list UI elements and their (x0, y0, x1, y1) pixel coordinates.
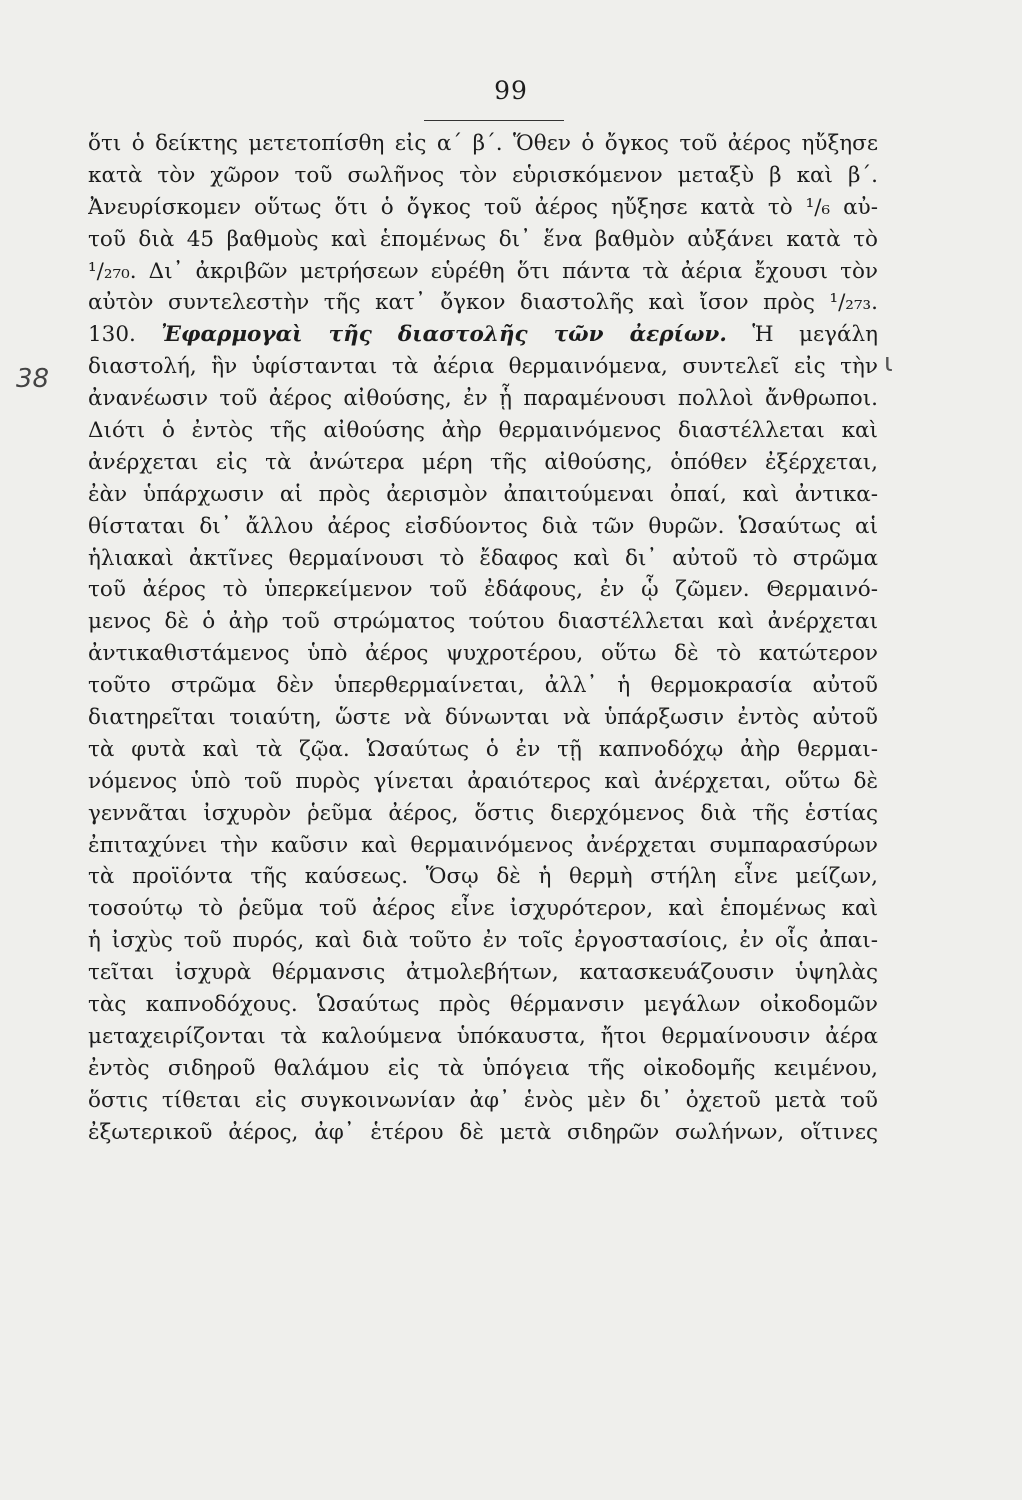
text-line: γεννᾶται ἰσχυρὸν ῥεῦμα ἀέρος, ὅστις διερχόμενος διὰ τῆς ἑστίας (88, 800, 878, 826)
text-line: ἀνανέωσιν τοῦ ἀέρος αἰθούσης, ἐν ᾗ παραμένουσι πολλοὶ ἄνθρωποι. (88, 386, 878, 412)
text-line: τὰς καπνοδόχους. Ὡσαύτως πρὸς θέρμανσιν μεγάλων οἰκοδομῶν (88, 992, 878, 1018)
text-line: μενος δὲ ὁ ἀὴρ τοῦ στρώματος τούτου διαστέλλεται καὶ ἀνέρχεται (88, 609, 878, 635)
margin-handwritten-note: 38 (16, 364, 50, 394)
text-line: ἐντὸς σιδηροῦ θαλάμου εἰς τὰ ὑπόγεια τῆς οἰκοδομῆς κειμένου, (88, 1055, 878, 1081)
text-line: Ἀνευρίσκομεν οὕτως ὅτι ὁ ὄγκος τοῦ ἀέρος ηὔξησε κατὰ τὸ ¹/₆ αὐ- (88, 194, 878, 220)
text-line: κατὰ τὸν χῶρον τοῦ σωλῆνος τὸν εὑρισκόμενον μεταξὺ β καὶ β΄. (88, 162, 878, 188)
text-line: διατηρεῖται τοιαύτη, ὥστε νὰ δύνωνται νὰ ὑπάρξωσιν ἐντὸς αὐτοῦ (88, 705, 878, 731)
section-heading-title: Ἐφαρμογαὶ τῆς διαστολῆς τῶν ἀερίων. (161, 322, 727, 348)
header-rule (424, 120, 564, 121)
text-line: ὅτι ὁ δείκτης μετετοπίσθη εἰς α΄ β΄. Ὅθεν ὁ ὄγκος τοῦ ἀέρος ηὔξησε (88, 131, 878, 156)
text-line: ἐὰν ὑπάρχωσιν αἱ πρὸς ἀερισμὸν ἀπαιτούμεναι ὀπαί, καὶ ἀντικα- (88, 481, 878, 507)
text-line: θίσταται δι᾽ ἄλλου ἀέρος εἰσδύοντος διὰ τῶν θυρῶν. Ὡσαύτως αἱ (88, 513, 878, 539)
text-line: αὐτὸν συντελεστὴν τῆς κατ᾽ ὄγκον διαστολῆς καὶ ἴσον πρὸς ¹/₂₇₃. (88, 290, 878, 316)
text-line: ἐπιταχύνει τὴν καῦσιν καὶ θερμαινόμενος ἀνέρχεται συμπαρασύρων (88, 832, 878, 858)
margin-pencil-mark: ι (884, 348, 893, 378)
text-line: ¹/₂₇₀. Δι᾽ ἀκριβῶν μετρήσεων εὑρέθη ὅτι πάντα τὰ ἀέρια ἔχουσι τὸν (88, 258, 878, 284)
section-heading-line: 130. Ἐφαρμογαὶ τῆς διαστολῆς τῶν ἀερίων. Ἡ μεγάλη (88, 322, 878, 348)
text-line: Διότι ὁ ἐντὸς τῆς αἰθούσης ἀὴρ θερμαινόμενος διαστέλλεται καὶ (88, 418, 878, 444)
text-line: ἡλιακαὶ ἀκτῖνες θερμαίνουσι τὸ ἔδαφος καὶ δι᾽ αὐτοῦ τὸ στρῶμα (88, 545, 878, 571)
text-line: τοσούτῳ τὸ ῥεῦμα τοῦ ἀέρος εἶνε ἰσχυρότερον, καὶ ἑπομένως καὶ (88, 896, 878, 922)
text-line: τοῦ διὰ 45 βαθμοὺς καὶ ἑπομένως δι᾽ ἕνα βαθμὸν αὐξάνει κατὰ τὸ (88, 226, 878, 252)
text-line: τοῦτο στρῶμα δὲν ὑπερθερμαίνεται, ἀλλ᾽ ἡ θερμοκρασία αὐτοῦ (88, 673, 878, 699)
text-line: ὅστις τίθεται εἰς συγκοινωνίαν ἀφ᾽ ἑνὸς μὲν δι᾽ ὀχετοῦ μετὰ τοῦ (88, 1087, 878, 1113)
text-line: τοῦ ἀέρος τὸ ὑπερκείμενον τοῦ ἐδάφους, ἐν ᾧ ζῶμεν. Θερμαινό- (88, 577, 878, 603)
page-number: 99 (494, 76, 528, 105)
text-line: τεῖται ἰσχυρὰ θέρμανσις ἀτμολεβήτων, κατασκευάζουσιν ὑψηλὰς (88, 960, 878, 986)
body-text (88, 128, 878, 1149)
text-line: διαστολή, ἣν ὑφίστανται τὰ ἀέρια θερμαινόμενα, συντελεῖ εἰς τὴν (88, 354, 878, 380)
text-line: ἐξωτερικοῦ ἀέρος, ἀφ᾽ ἑτέρου δὲ μετὰ σιδηρῶν σωλήνων, οἵτινες (88, 1119, 878, 1145)
text-line: ἀντικαθιστάμενος ὑπὸ ἀέρος ψυχροτέρου, οὕτω δὲ τὸ κατώτερον (88, 641, 878, 667)
text-line: τὰ προϊόντα τῆς καύσεως. Ὅσῳ δὲ ἡ θερμὴ στήλη εἶνε μείζων, (88, 864, 878, 890)
text-line: ἡ ἰσχὺς τοῦ πυρός, καὶ διὰ τοῦτο ἐν τοῖς ἐργοστασίοις, ἐν οἷς ἀπαι- (88, 928, 878, 954)
text-line: ἀνέρχεται εἰς τὰ ἀνώτερα μέρη τῆς αἰθούσης, ὁπόθεν ἐξέρχεται, (88, 449, 878, 475)
text-line: νόμενος ὑπὸ τοῦ πυρὸς γίνεται ἀραιότερος καὶ ἀνέρχεται, οὕτω δὲ (88, 768, 878, 794)
text-line: μεταχειρίζονται τὰ καλούμενα ὑπόκαυστα, ἤτοι θερμαίνουσιν ἀέρα (88, 1023, 878, 1049)
text-line: τὰ φυτὰ καὶ τὰ ζῷα. Ὡσαύτως ὁ ἐν τῇ καπνοδόχῳ ἀὴρ θερμαι- (88, 736, 878, 762)
